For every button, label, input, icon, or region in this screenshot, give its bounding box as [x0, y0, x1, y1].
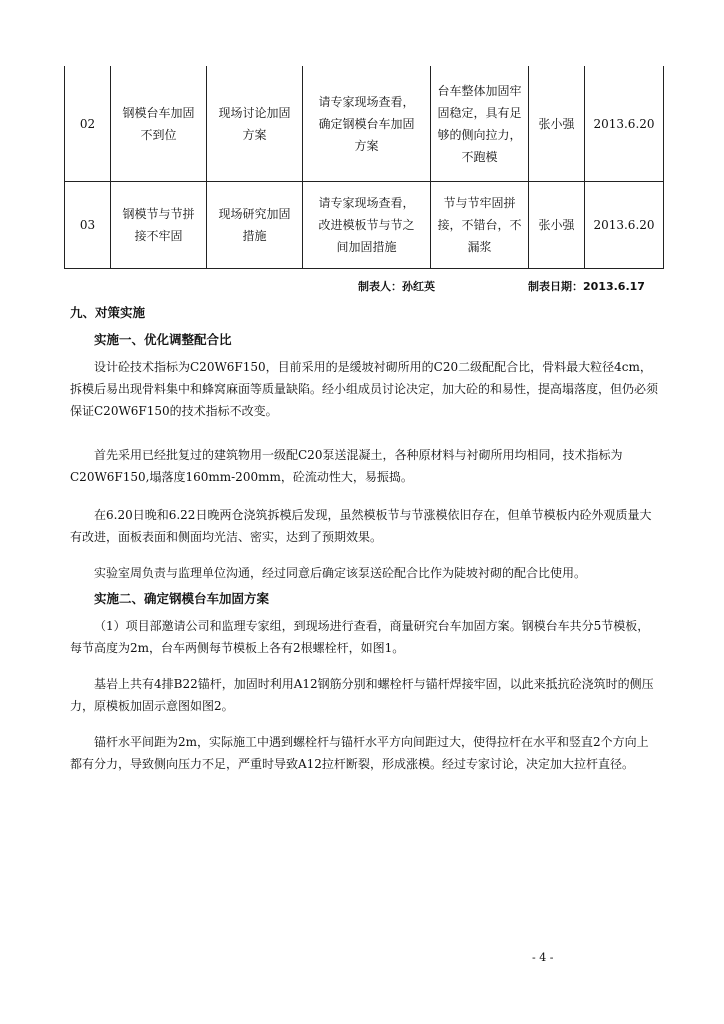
- target-cell: 台车整体加固牢 固稳定，具有足 够的侧向拉力， 不跑模: [431, 66, 529, 182]
- impl2-title: 实施二、确定钢模台车加固方案: [94, 591, 270, 606]
- problem-cell: 钢模台车加固 不到位: [111, 66, 207, 182]
- measure-cell: 现场讨论加固 方案: [207, 66, 303, 182]
- table-row: [65, 182, 664, 269]
- paragraph: 首先采用已经批复过的建筑物用一级配C20泵送混凝土，各种原材料与衬砌所用均相同，技术指标为C20W6F150,塌落度160mm-200mm，砼流动性大，易振捣。: [70, 448, 623, 484]
- row-number: 03: [65, 182, 111, 269]
- paragraph: 在6.20日晚和6.22日晚两仓浇筑拆模后发现，虽然模板节与节涨模依旧存在，但单节模板内砼外观质量大有改进，面板表面和侧面均光洁、密实，达到了预期效果。: [70, 508, 652, 544]
- paragraph: 锚杆水平间距为2m，实际施工中遇到螺栓杆与锚杆水平方向间距过大，使得拉杆在水平和竖直2个方向上都有分力，导致侧向压力不足，严重时导致A12拉杆断裂，形成涨模。经过专家讨论，决定加大拉杆直径。: [70, 735, 649, 771]
- method-cell: 请专家现场查看， 改进模板节与节之 间加固措施: [303, 182, 431, 269]
- table-row: [65, 66, 664, 182]
- impl1-title: 实施一、优化调整配合比: [94, 332, 232, 347]
- target-cell: 节与节牢固拼 接，不错台，不 漏浆: [431, 182, 529, 269]
- row-number: 02: [65, 66, 111, 182]
- person-cell: 张小强: [529, 182, 585, 269]
- date-cell: 2013.6.20: [585, 182, 664, 269]
- countermeasure-table: [64, 66, 664, 269]
- page-number: - 4 -: [532, 951, 554, 964]
- person-cell: 张小强: [529, 66, 585, 182]
- table-maker: 制表人：孙红英: [358, 280, 435, 293]
- table-date: 制表日期：2013.6.17: [528, 280, 645, 293]
- section-title: 九、对策实施: [70, 305, 146, 320]
- paragraph: （1）项目部邀请公司和监理专家组，到现场进行查看，商量研究台车加固方案。钢模台车共分5节模板，每节高度为2m，台车两侧每节模板上各有2根螺栓杆，如图1。: [70, 619, 650, 655]
- paragraph: 实验室周负责与监理单位沟通，经过同意后确定该泵送砼配合比作为陡坡衬砌的配合比使用。: [94, 566, 587, 580]
- measure-cell: 现场研究加固 措施: [207, 182, 303, 269]
- problem-cell: 钢模节与节拼 接不牢固: [111, 182, 207, 269]
- paragraph: 设计砼技术指标为C20W6F150，目前采用的是缓坡衬砌所用的C20二级配配合比，骨料最大粒径4cm，拆模后易出现骨料集中和蜂窝麻面等质量缺陷。经小组成员讨论决定，加大砼的和易性，提高塌落度，但仍必须保证C20W6F150的技术指标不改变。: [70, 360, 659, 418]
- paragraph: 基岩上共有4排B22锚杆，加固时利用A12钢筋分别和螺栓杆与锚杆焊接牢固，以此来抵抗砼浇筑时的侧压力，原模板加固示意图如图2。: [70, 677, 654, 713]
- method-cell: 请专家现场查看， 确定钢模台车加固 方案: [303, 66, 431, 182]
- date-cell: 2013.6.20: [585, 66, 664, 182]
